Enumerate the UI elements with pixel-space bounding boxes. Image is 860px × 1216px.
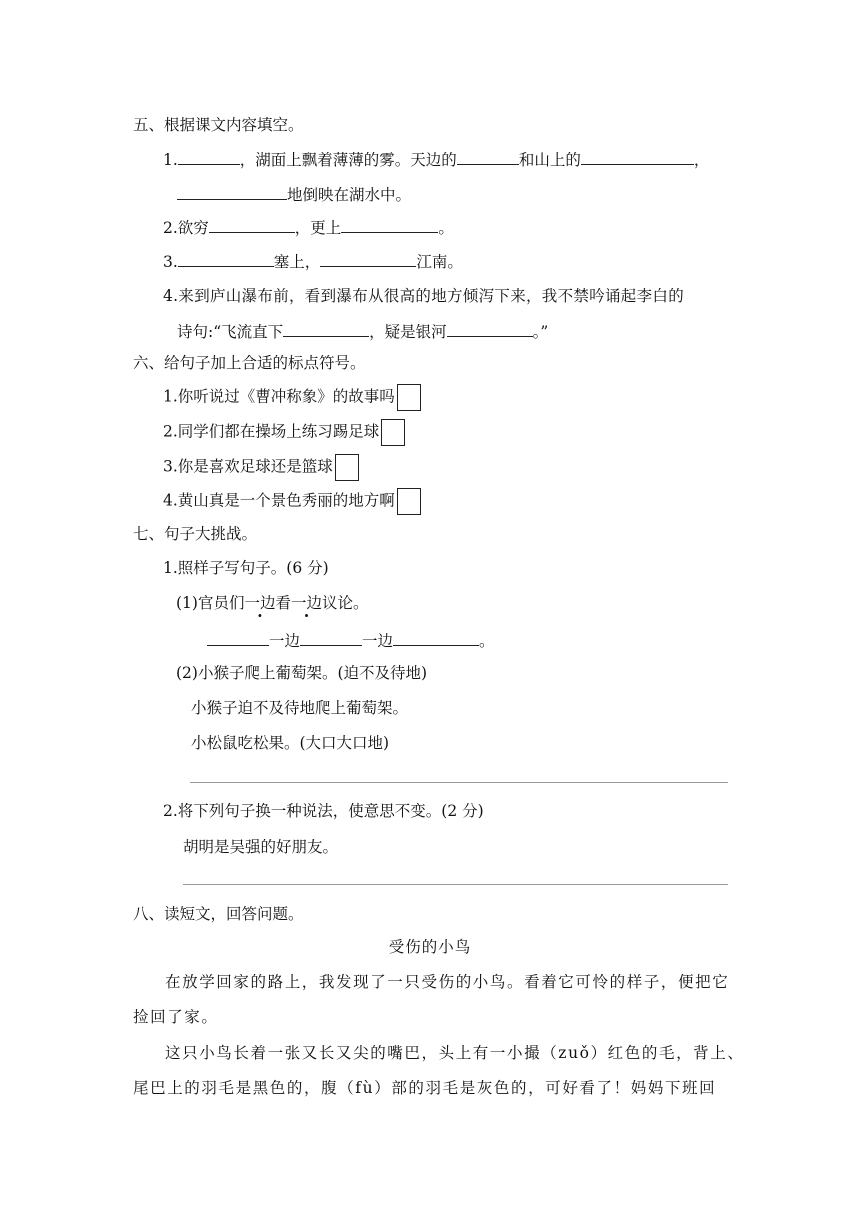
ex1-text-c: 议论。	[322, 594, 369, 612]
punctuation-box[interactable]	[397, 384, 421, 411]
section-8-heading: 八、读短文，回答问题。	[133, 905, 304, 923]
q7-1: 1.照样子写句子。(6 分)	[163, 559, 329, 577]
q5-2-text-b: ，更上	[294, 219, 342, 237]
q7-2: 2.将下列句子换一种说法，使意思不变。(2 分)	[163, 802, 484, 820]
q5-1-number: 1.	[163, 151, 178, 169]
blank[interactable]	[283, 320, 369, 337]
section-6-heading: 六、给句子加上合适的标点符号。	[133, 354, 366, 372]
q6-item-text: 4.黄山真是一个景色秀丽的地方啊	[163, 491, 395, 510]
punctuation-box[interactable]	[397, 488, 421, 515]
blank[interactable]	[320, 250, 416, 267]
q5-2-text-a: 2.欲穷	[163, 219, 209, 237]
q6-item-4	[163, 488, 421, 515]
section-7-heading: 七、句子大挑战。	[133, 525, 258, 543]
blank[interactable]	[300, 629, 362, 646]
q7-1-example-2: (2)小猴子爬上葡萄架。(迫不及待地)	[176, 664, 428, 682]
passage-title: 受伤的小鸟	[388, 938, 472, 956]
q5-3-number: 3.	[163, 253, 178, 271]
q6-item-2	[163, 419, 405, 446]
q5-3-text-b: 江南。	[416, 253, 463, 271]
q6-item-3	[163, 454, 359, 481]
q6-item-text: 1.你听说过《曹冲称象》的故事吗	[163, 387, 395, 406]
q5-1-text-c: ，	[693, 151, 710, 169]
emphasis-dots-a: 一边	[244, 594, 276, 612]
q7-2-sentence: 胡明是吴强的好朋友。	[183, 838, 339, 856]
fill-text-b: 一边	[362, 632, 394, 650]
q5-4-line1: 4.来到庐山瀑布前，看到瀑布从很高的地方倾泻下来，我不禁吟诵起李白的	[163, 287, 684, 305]
q5-4-line2	[177, 320, 548, 343]
q5-3	[163, 250, 463, 273]
q5-2-text-c: 。	[438, 219, 454, 237]
answer-line[interactable]	[190, 782, 728, 783]
q5-2	[163, 216, 454, 239]
blank[interactable]	[178, 250, 274, 267]
q7-1-example-2-answer: 小猴子迫不及待地爬上葡萄架。	[191, 699, 409, 717]
punctuation-box[interactable]	[381, 419, 405, 446]
blank[interactable]	[581, 148, 694, 165]
fill-text-c: 。	[479, 632, 495, 650]
passage-p1-line1: 在放学回家的路上，我发现了一只受伤的小鸟。看着它可怜的样子，便把它	[165, 973, 730, 991]
q6-item-text: 3.你是喜欢足球还是篮球	[163, 457, 333, 476]
q5-4-text-c: 。”	[532, 323, 549, 341]
passage-p2-line1: 这只小鸟长着一张又长又尖的嘴巴，头上有一小撮（zuǒ）红色的毛，背上、	[165, 1044, 745, 1062]
section-5-heading: 五、根据课文内容填空。	[133, 116, 304, 134]
blank[interactable]	[209, 216, 295, 233]
passage-p1-line2: 捡回了家。	[133, 1008, 219, 1026]
ex1-text-b: 看	[275, 594, 291, 612]
q5-4-text-b: ，疑是银河	[369, 323, 447, 341]
blank[interactable]	[457, 148, 519, 165]
blank[interactable]	[207, 629, 269, 646]
fill-text-a: 一边	[269, 632, 301, 650]
q5-1-line1	[163, 148, 709, 171]
q5-1-line2	[177, 183, 411, 206]
q5-1-text-b: 和山上的	[518, 151, 581, 169]
q5-1-text-a: ，湖面上飘着薄薄的雾。天边的	[239, 151, 457, 169]
q7-1-task: 小松鼠吃松果。(大口大口地)	[191, 734, 390, 752]
punctuation-box[interactable]	[335, 454, 359, 481]
answer-line[interactable]	[183, 884, 728, 885]
q7-1-example-1	[176, 592, 369, 614]
q6-item-1	[163, 384, 421, 411]
q5-3-text-a: 塞上，	[273, 253, 321, 271]
ex1-text-a: (1)官员们	[176, 594, 245, 612]
q6-item-text: 2.同学们都在操场上练习踢足球	[163, 422, 380, 441]
blank[interactable]	[177, 183, 287, 200]
blank[interactable]	[178, 148, 240, 165]
blank[interactable]	[393, 629, 479, 646]
q5-4-text-a: 诗句:“飞流直下	[177, 323, 284, 341]
q5-1-text-d: 地倒映在湖水中。	[287, 186, 412, 204]
emphasis-dots-b: 一边	[291, 594, 323, 612]
passage-p2-line2: 尾巴上的羽毛是黑色的，腹（fù）部的羽毛是灰色的，可好看了！妈妈下班回	[133, 1079, 717, 1097]
q7-1-fill-line	[207, 629, 495, 652]
blank[interactable]	[341, 216, 438, 233]
blank[interactable]	[447, 320, 533, 337]
